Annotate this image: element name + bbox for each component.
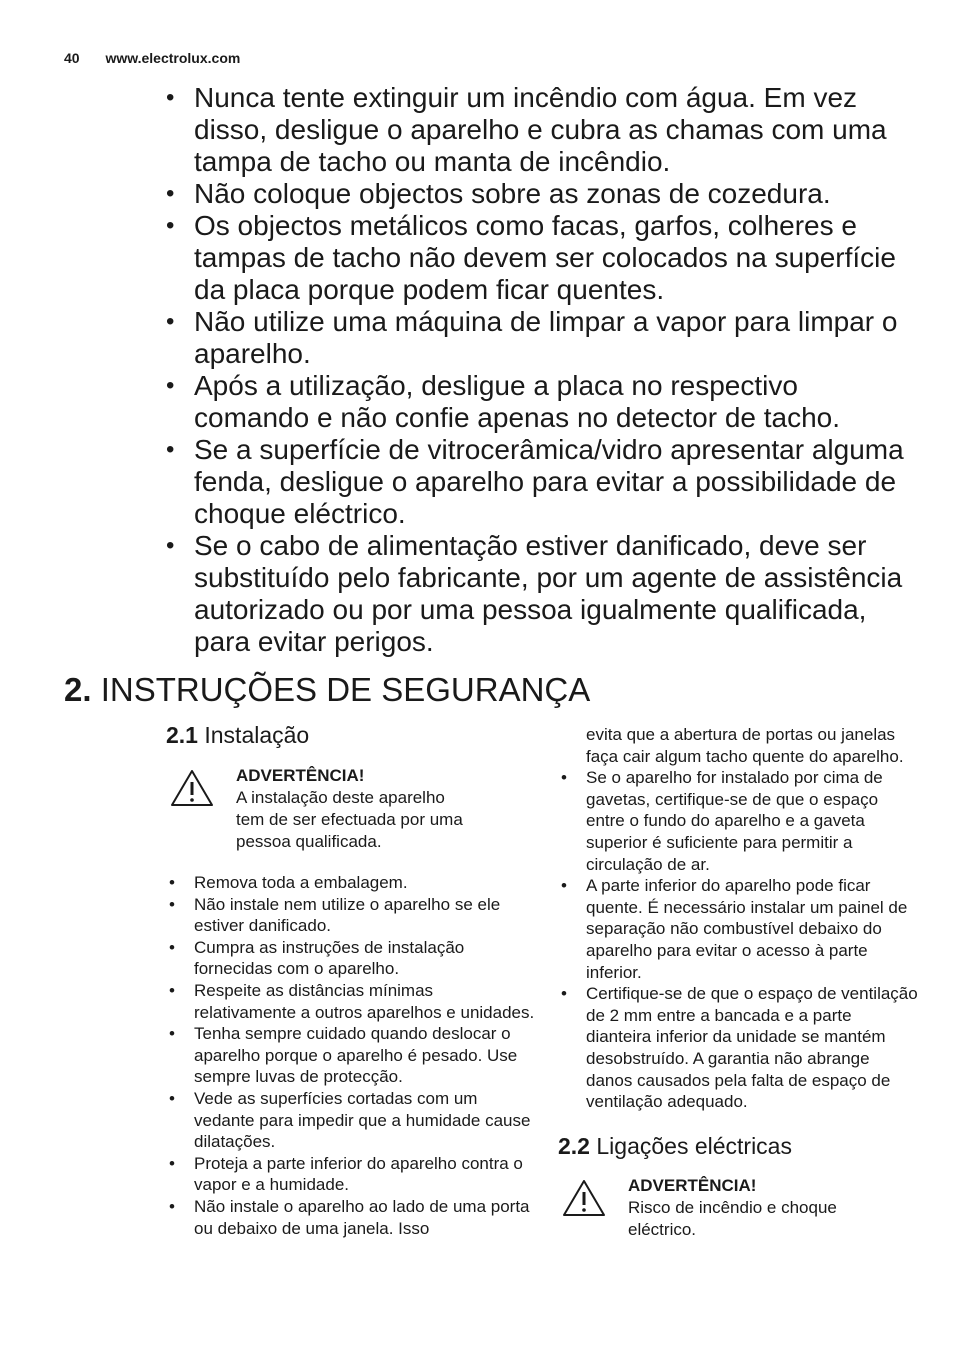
list-item: • Se a superfície de vitrocerâmica/vidro apresentar alguma fenda, desligue o aparelho para evitar a possibilidade de choque eléctrico. — [166, 434, 918, 530]
page-number: 40 — [64, 50, 80, 66]
list-item: • Não utilize uma máquina de limpar a vapor para limpar o aparelho. — [166, 306, 918, 370]
list-item: • Não coloque objectos sobre as zonas de cozedura. — [166, 178, 918, 210]
list-item: • Nunca tente extinguir um incêndio com água. Em vez disso, desligue o aparelho e cubra as chamas com uma tampa de tacho ou manta de incêndio. — [166, 82, 918, 178]
left-column — [166, 720, 536, 1239]
list-item: • Cumpra as instruções de instalação fornecidas com o aparelho. — [166, 937, 536, 980]
list-item: • Não instale nem utilize o aparelho se ele estiver danificado. — [166, 894, 536, 937]
installation-list-continued — [558, 724, 918, 1113]
list-item-continuation: evita que a abertura de portas ou janelas faça cair algum tacho quente do aparelho. — [586, 725, 904, 766]
subsection-number: 2.2 — [558, 1132, 590, 1159]
subsection-number: 2.1 — [166, 722, 198, 748]
installation-heading — [166, 720, 536, 750]
right-column — [558, 724, 918, 1241]
warning-title: ADVERTÊNCIA! — [236, 766, 365, 785]
warning-text: A instalação deste aparelho tem de ser efectuada por uma pessoa qualificada. — [236, 788, 463, 851]
warning-title: ADVERTÊNCIA! — [628, 1175, 757, 1195]
list-item: • Não instale o aparelho ao lado de uma porta ou debaixo de uma janela. Isso — [166, 1196, 536, 1239]
list-item: • Se o cabo de alimentação estiver danificado, deve ser substituído pelo fabricante, por um agente de assistência autorizado ou por uma pessoa igualmente qualificada, para evitar perigos. — [166, 530, 918, 658]
page-header — [64, 50, 240, 66]
section-title: INSTRUÇÕES DE SEGURANÇA — [100, 671, 591, 708]
list-item: • Vede as superfícies cortadas com um vedante para impedir que a humidade cause dilatações. — [166, 1088, 536, 1153]
section-heading — [64, 668, 590, 712]
installation-warning — [166, 765, 536, 853]
section-number: 2. — [64, 671, 92, 708]
list-item: • Respeite as distâncias mínimas relativamente a outros aparelhos e unidades. — [166, 980, 536, 1023]
warning-text: Risco de incêndio e choque eléctrico. — [628, 1197, 837, 1239]
installation-list — [166, 872, 536, 1239]
list-item: • Após a utilização, desligue a placa no respectivo comando e não confie apenas no detector de tacho. — [166, 370, 918, 434]
electrical-heading — [558, 1131, 918, 1161]
list-item: • Proteja a parte inferior do aparelho contra o vapor e a humidade. — [166, 1153, 536, 1196]
website-link[interactable]: www.electrolux.com — [105, 50, 241, 66]
subsection-title: Instalação — [204, 722, 310, 748]
list-item: • A parte inferior do aparelho pode ficar quente. É necessário instalar um painel de separação não combustível debaixo do aparelho para evitar o acesso à parte inferior. — [558, 875, 918, 983]
warning-triangle-icon — [561, 1178, 607, 1218]
safety-list — [166, 82, 918, 658]
electrical-warning — [558, 1175, 918, 1241]
list-item: • Remova toda a embalagem. — [166, 872, 536, 894]
list-item: • Os objectos metálicos como facas, garfos, colheres e tampas de tacho não devem ser colocados na superfície da placa porque podem ficar quentes. — [166, 210, 918, 306]
list-item: • Tenha sempre cuidado quando deslocar o aparelho porque o aparelho é pesado. Use sempre luvas de protecção. — [166, 1023, 536, 1088]
subsection-title: Ligações eléctricas — [596, 1132, 792, 1159]
list-item: • Certifique-se de que o espaço de ventilação de 2 mm entre a bancada e a parte dianteira inferior da unidade se mantém desobstruído. A garantia não abrange danos causados pela falta de espaço de ventilação adequado. — [558, 983, 918, 1113]
warning-triangle-icon — [169, 768, 215, 808]
list-item: • Se o aparelho for instalado por cima de gavetas, certifique-se de que o espaço entre o fundo do aparelho e a gaveta superior é suficiente para permitir a circulação de ar. — [558, 767, 918, 875]
